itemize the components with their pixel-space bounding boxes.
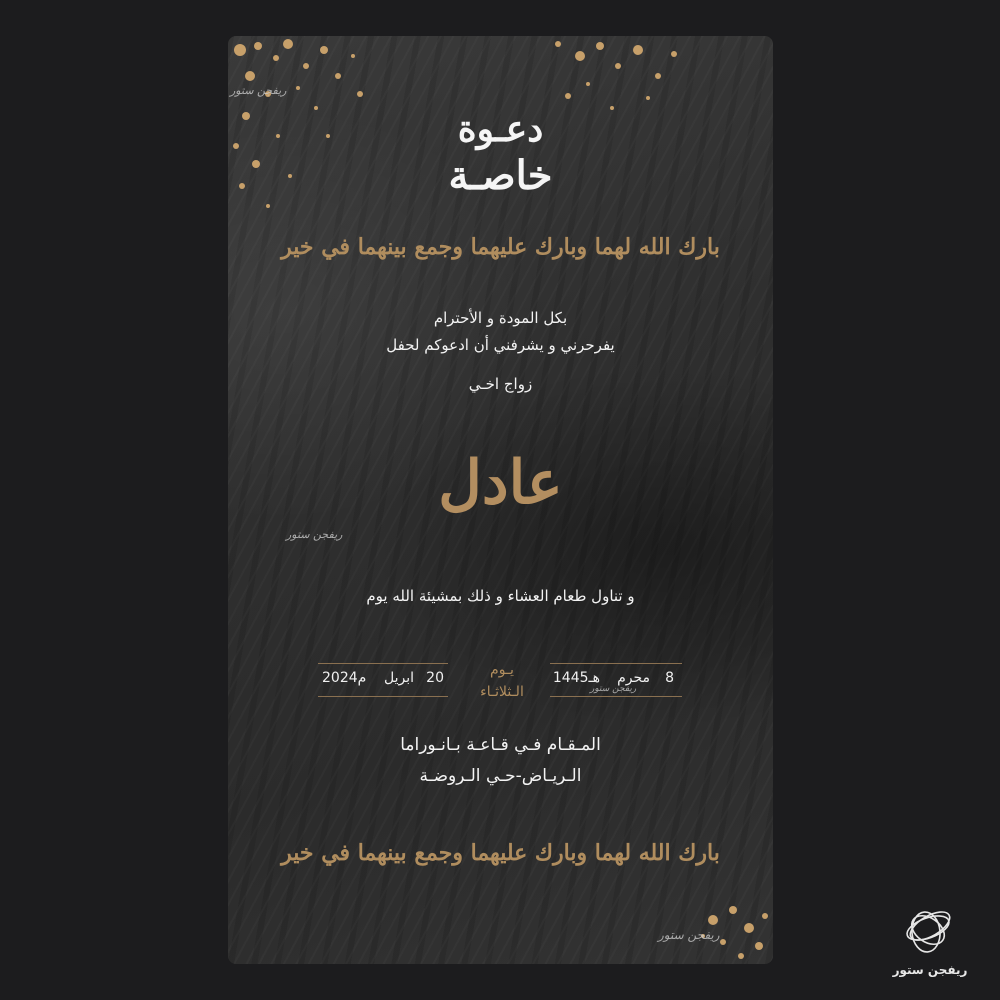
brand-name: ريفجن ستور [892, 963, 968, 977]
gregorian-year: 2024م [322, 670, 367, 686]
groom-name: عادل [438, 448, 563, 518]
hijri-year: 1445هـ [552, 670, 600, 686]
greeting-line1: بكل المودة و الأحترام [433, 309, 568, 327]
watermark-bottom: ريفجن ستور [658, 928, 720, 942]
gregorian-month: ابريل [383, 670, 414, 686]
greeting-line3: زواج اخـي [468, 375, 533, 393]
day-name: الـثلاثـاء [480, 684, 524, 700]
invitation-card [228, 36, 773, 964]
hijri-day: 8 [665, 670, 674, 686]
gregorian-day: 20 [426, 670, 444, 686]
blessing-calligraphy-top: بارك الله لهما وبارك عليهما وجمع بينهما في خير [281, 234, 720, 260]
gregorian-date-box [318, 663, 448, 697]
day-label: يـوم [490, 662, 514, 678]
hijri-date-box [550, 663, 682, 697]
greeting-line2: يفرحرني و يشرفني أن ادعوكم لحفل [386, 336, 615, 354]
dinner-text: و تناول طعام العشاء و ذلك بمشيئة الله يوم [366, 587, 635, 605]
watermark-top: ريفجن ستور [230, 84, 287, 97]
invitation-title-line1: دعـوة [457, 108, 544, 150]
watermark-date: ريفجن ستور [590, 684, 637, 694]
venue-line1: المـقـام فـي قـاعـة بـانـوراما [400, 735, 601, 755]
swirl-logo-icon [900, 902, 956, 958]
watermark-middle: ريفجن ستور [286, 528, 343, 541]
hijri-month: محرم [617, 670, 650, 686]
blessing-calligraphy-bottom: بارك الله لهما وبارك عليهما وجمع بينهما في خير [281, 840, 720, 866]
day-block [454, 659, 550, 703]
invitation-title-line2: خاصـة [448, 152, 553, 199]
venue-line2: الـريـاض-حـي الـروضـة [419, 766, 582, 786]
